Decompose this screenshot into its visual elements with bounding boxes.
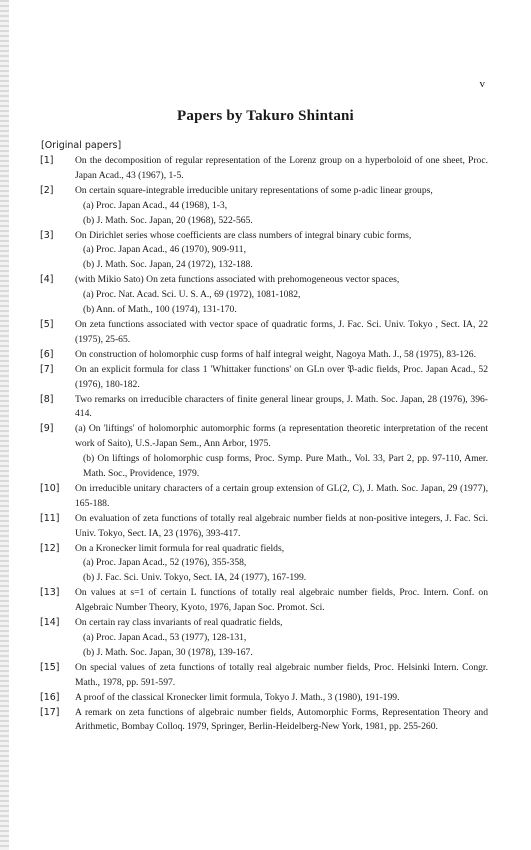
publication-entry [40, 422, 488, 482]
publication-entry [40, 348, 488, 363]
entry-number: [13] [40, 587, 60, 599]
publication-entry [40, 691, 488, 706]
entry-text: A proof of the classical Kronecker limit formula, Tokyo J. Math., 3 (1980), 191-199. [75, 691, 400, 703]
entry-subitem: (b) J. Fac. Sci. Univ. Tokyo, Sect. IA, 24 (1977), 167-199. [83, 572, 307, 584]
publication-entry [40, 154, 488, 184]
entry-text: On the decomposition of regular representation of the Lorenz group on a hyperboloid of one sheet, Proc. Japan Acad., 43 (1967), 1-5. [75, 155, 488, 181]
entry-subitem: (b) J. Math. Soc. Japan, 20 (1968), 522-565. [83, 214, 253, 226]
entry-subitem: (a) Proc. Japan Acad., 46 (1970), 909-911, [83, 244, 246, 256]
entry-subitem: (b) J. Math. Soc. Japan, 24 (1972), 132-188. [83, 259, 253, 271]
publication-entry [40, 273, 488, 318]
entry-number: [9] [40, 423, 54, 435]
publication-entry [40, 363, 488, 393]
page-spine-edge [0, 0, 9, 850]
publication-entry [40, 706, 488, 736]
entry-text: On special values of zeta functions of totally real algebraic number fields, Proc. Helsinki Intern. Congr. Math., 1978, pp. 591-597. [75, 661, 488, 688]
publication-entry [40, 542, 488, 587]
publication-entry [40, 229, 488, 274]
entry-number: [11] [40, 512, 60, 524]
entry-subitem: (b) Ann. of Math., 100 (1974), 131-170. [83, 304, 237, 316]
entry-text: On a Kronecker limit formula for real quadratic fields, [75, 542, 285, 554]
publication-list [40, 154, 488, 735]
entry-number: [10] [40, 482, 60, 494]
entry-number: [14] [40, 617, 60, 629]
entry-text: (with Mikio Sato) On zeta functions associated with prehomogeneous vector spaces, [75, 274, 400, 286]
entry-number: [4] [40, 274, 54, 286]
entry-subitem: (a) Proc. Nat. Acad. Sci. U. S. A., 69 (1972), 1081-1082, [83, 289, 301, 301]
entry-text: Two remarks on irreducible characters of finite general linear groups, J. Math. Soc. Japan, 28 (1976), 396-414. [75, 393, 488, 420]
entry-text: A remark on zeta functions of algebraic number fields, Automorphic Forms, Representation Theory and Arithmetic, Bombay Colloq. 1979, Springer, Berlin-Heidelberg-New York, 1981, pp. 255-260. [75, 706, 488, 733]
entry-text: On Dirichlet series whose coefficients are class numbers of integral binary cubic forms, [75, 229, 412, 241]
entry-number: [15] [40, 661, 60, 673]
entry-subitem: (b) J. Math. Soc. Japan, 30 (1978), 139-167. [83, 646, 253, 658]
publication-entry [40, 661, 488, 691]
entry-text: On construction of holomorphic cusp forms of half integral weight, Nagoya Math. J., 58 (1975), 83-126. [75, 348, 476, 360]
entry-text: On evaluation of zeta functions of totally real algebraic number fields at non-positive integers, J. Fac. Sci. Univ. Tokyo, Sect. IA, 23 (1976), 393-417. [75, 512, 488, 539]
publication-entry [40, 184, 488, 229]
entry-number: [16] [40, 691, 60, 703]
publication-entry [40, 482, 488, 512]
entry-text: On values at s=1 of certain L functions of totally real algebraic number fields, Proc. Intern. Conf. on Algebraic Number Theory, Kyoto, 1976, Japan Soc. Promot. Sci. [75, 587, 488, 614]
publication-entry [40, 318, 488, 348]
entry-text: On an explicit formula for class 1 'Whittaker functions' on GLn over 𝔓-adic fields, Proc. Japan Acad., 52 (1976), 180-182. [75, 363, 488, 390]
entry-number: [6] [40, 348, 54, 360]
publication-entry [40, 512, 488, 542]
entry-number: [8] [40, 393, 54, 405]
page-number: v [479, 78, 485, 90]
entry-text: On certain square-integrable irreducible unitary representations of some p-adic linear groups, [75, 184, 433, 196]
page-title: Papers by Takuro Shintani [177, 108, 354, 124]
entry-text: On irreducible unitary characters of a certain group extension of GL(2, C), J. Math. Soc. Japan, 29 (1977), 165-188. [75, 482, 488, 509]
entry-number: [12] [40, 542, 60, 554]
entry-number: [1] [40, 155, 54, 166]
entry-number: [2] [40, 184, 54, 196]
entry-text: On certain ray class invariants of real quadratic fields, [75, 617, 283, 629]
entry-number: [3] [40, 229, 54, 241]
publication-entry [40, 586, 488, 616]
entry-subitem: (a) Proc. Japan Acad., 53 (1977), 128-131, [83, 632, 247, 643]
section-label: [Original papers] [41, 140, 122, 151]
entry-text: On zeta functions associated with vector space of quadratic forms, J. Fac. Sci. Univ. Tokyo , Sect. IA, 22 (1975), 25-65. [75, 318, 488, 345]
entry-subitem: (a) Proc. Japan Acad., 52 (1976), 355-358, [83, 557, 247, 569]
publication-entry [40, 393, 488, 423]
entry-text: (a) On 'liftings' of holomorphic automorphic forms (a representation theoretic interpretation of the recent work of Saito), U.S.-Japan Sem., Ann Arbor, 1975. [75, 423, 488, 450]
entry-subitem: (a) Proc. Japan Acad., 44 (1968), 1-3, [83, 199, 228, 211]
entry-subitem: (b) On liftings of holomorphic cusp forms, Proc. Symp. Pure Math., Vol. 33, Part 2, pp. 97-110, Amer. Math. Soc., Providence, 1979. [83, 453, 488, 480]
entry-number: [17] [40, 706, 60, 718]
publication-entry [40, 616, 488, 661]
entry-number: [5] [40, 318, 54, 330]
entry-number: [7] [40, 363, 54, 375]
